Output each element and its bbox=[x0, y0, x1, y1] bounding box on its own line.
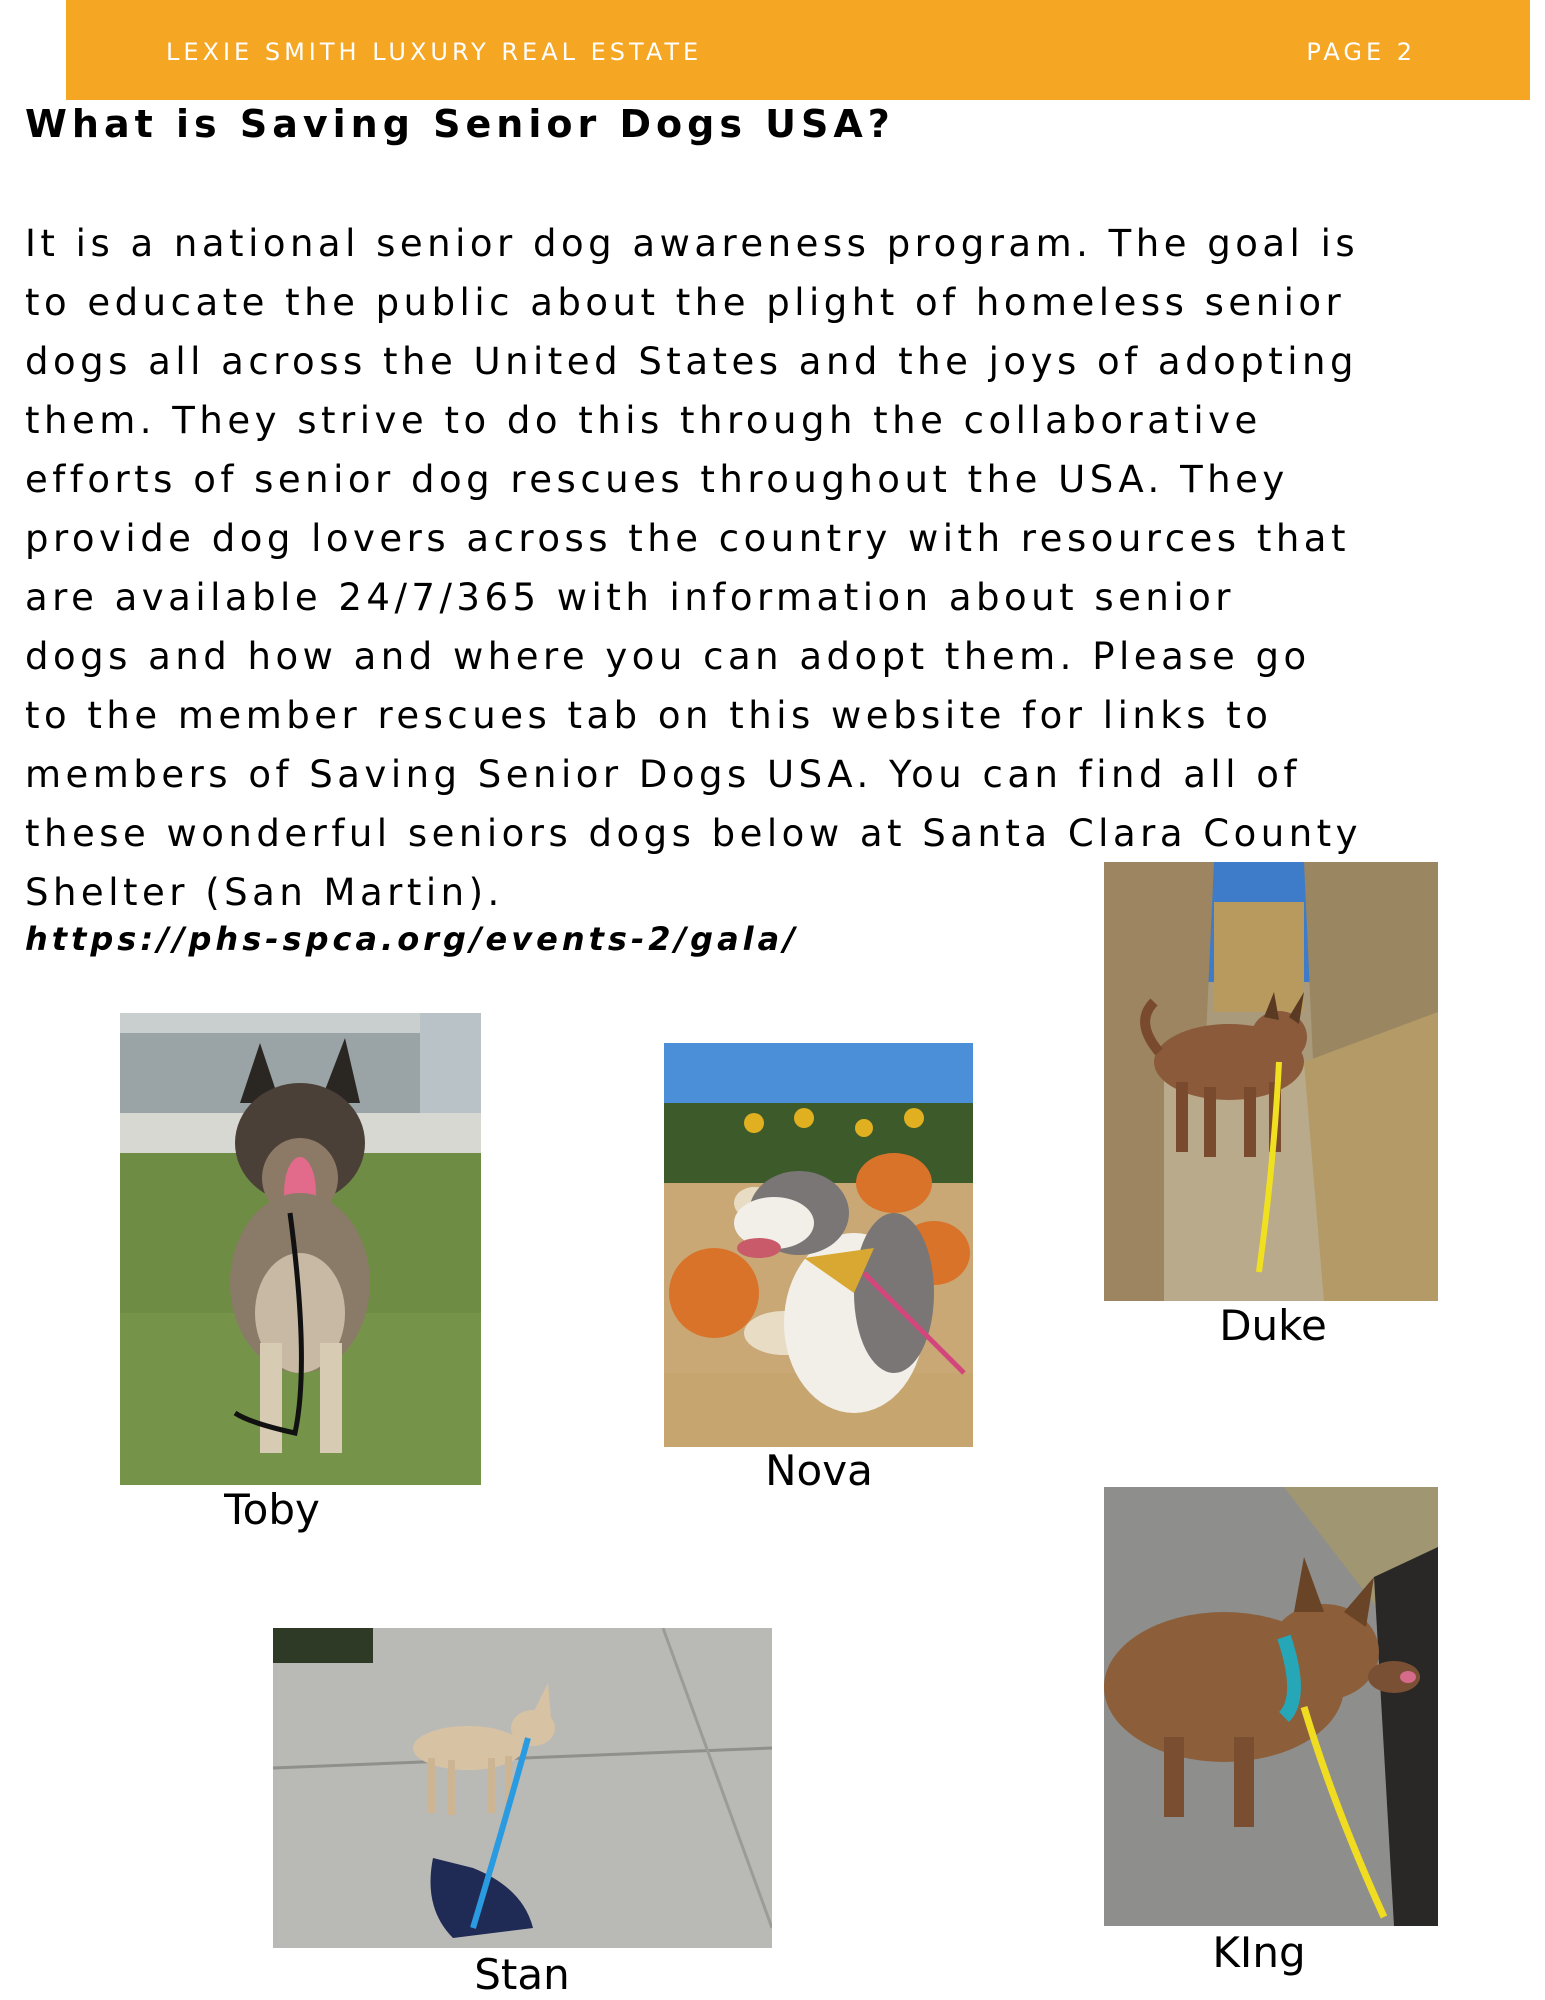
article-body bbox=[25, 214, 1362, 922]
king-photo bbox=[1104, 1487, 1438, 1926]
dog-name-king: KIng bbox=[1212, 1928, 1306, 1977]
duke-photo bbox=[1104, 862, 1438, 1301]
body-line: to the member rescues tab on this website for links to bbox=[25, 694, 1273, 737]
body-line: members of Saving Senior Dogs USA. You can find all of bbox=[25, 753, 1301, 796]
dog-name-stan: Stan bbox=[474, 1950, 570, 1999]
dog-name-nova: Nova bbox=[765, 1446, 873, 1495]
body-line: provide dog lovers across the country with resources that bbox=[25, 517, 1350, 560]
page-number: PAGE 2 bbox=[1306, 38, 1416, 66]
dog-name-toby: Toby bbox=[224, 1485, 320, 1534]
body-line: Shelter (San Martin). bbox=[25, 871, 504, 914]
toby-photo bbox=[120, 1013, 481, 1485]
body-line: dogs all across the United States and the joys of adopting bbox=[25, 340, 1358, 383]
event-link[interactable]: https://phs-spca.org/events-2/gala/ bbox=[25, 920, 799, 958]
header-brand: LEXIE SMITH LUXURY REAL ESTATE bbox=[166, 38, 703, 66]
body-line: dogs and how and where you can adopt them. Please go bbox=[25, 635, 1311, 678]
article-heading: What is Saving Senior Dogs USA? bbox=[25, 102, 895, 146]
body-line: them. They strive to do this through the collaborative bbox=[25, 399, 1262, 442]
header-bar bbox=[66, 0, 1530, 100]
body-line: to educate the public about the plight of homeless senior bbox=[25, 281, 1346, 324]
body-line: are available 24/7/365 with information about senior bbox=[25, 576, 1236, 619]
dog-name-duke: Duke bbox=[1219, 1301, 1327, 1350]
body-line: It is a national senior dog awareness program. The goal is bbox=[25, 222, 1360, 265]
stan-photo bbox=[273, 1628, 772, 1948]
body-line: efforts of senior dog rescues throughout the USA. They bbox=[25, 458, 1289, 501]
body-line: these wonderful seniors dogs below at Santa Clara County bbox=[25, 812, 1363, 855]
nova-photo bbox=[664, 1043, 973, 1447]
